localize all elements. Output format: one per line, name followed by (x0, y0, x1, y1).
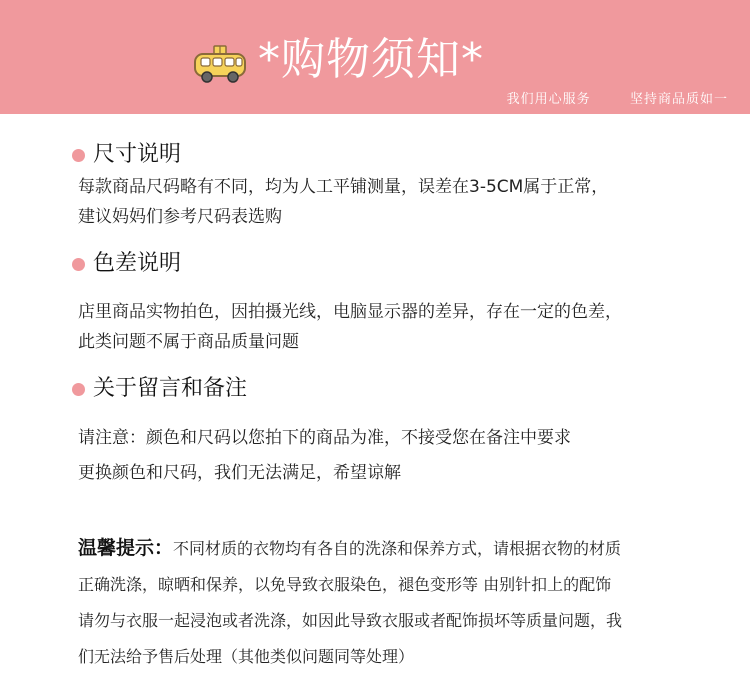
tip-line-1 (78, 530, 718, 567)
section-color-heading (72, 249, 181, 279)
section-title: 关于留言和备注 (93, 376, 248, 401)
dot-icon (72, 149, 85, 162)
section-color-line-1: 店里商品实物拍色，因拍摄光线，电脑显示器的差异，存在一定的色差， (78, 302, 622, 322)
section-title: 色差说明 (93, 251, 182, 276)
section-notes-heading (72, 374, 247, 404)
tip-line-4: 们无法给予售后处理（其他类似问题同等处理） (78, 647, 415, 666)
page-title: *购物须知* (258, 34, 484, 85)
section-title: 尺寸说明 (93, 142, 182, 167)
bus-icon (192, 44, 248, 84)
section-size-heading (72, 140, 181, 170)
tip-text: 不同材质的衣物均有各自的洗涤和保养方式，请根据衣物的材质 (173, 539, 622, 558)
section-size-line-2: 建议妈妈们参考尺码表选购 (78, 207, 282, 227)
tip-line-2: 正确洗涤，晾晒和保养，以免导致衣服染色，褪色变形等 由别针扣上的配饰 (78, 575, 612, 594)
section-notes-line-2: 更换颜色和尺码，我们无法满足，希望谅解 (78, 463, 401, 483)
dot-icon (72, 383, 85, 396)
section-notes-line-1: 请注意：颜色和尺码以您拍下的商品为准，不接受您在备注中要求 (78, 428, 571, 448)
warm-tip (78, 530, 718, 675)
tip-label: 温馨提示： (78, 537, 174, 559)
header-slogan: 我们用心服务 坚持商品质如一 (506, 92, 728, 107)
tip-line-3: 请勿与衣服一起浸泡或者洗涤，如因此导致衣服或者配饰损坏等质量问题，我 (78, 611, 623, 630)
section-size-line-1: 每款商品尺码略有不同，均为人工平铺测量，误差在3-5CM属于正常， (78, 177, 609, 197)
dot-icon (72, 258, 85, 271)
section-color-line-2: 此类问题不属于商品质量问题 (78, 332, 299, 352)
header-banner (0, 0, 750, 114)
